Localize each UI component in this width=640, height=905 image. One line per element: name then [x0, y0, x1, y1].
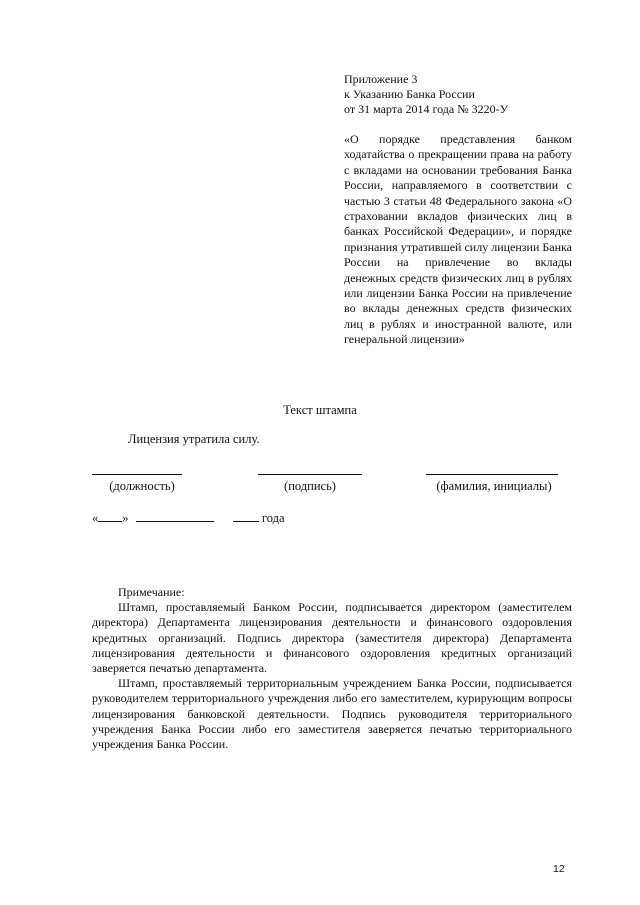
date-quote-close: »	[122, 511, 129, 525]
document-subject: «О порядке представления банком ходатайства о прекращении права на работу с вкладами на основании требования Банка России, направляемого в соответствии с частью 3 статьи 48 Федерального закона «О страховании вкладов физических лиц в банках Российской Федерации», и порядке признания утратившей силу лицензии Банка России на привлечение во вклады денежных средств физических лиц в рублях или лицензии Банка России на привлечение во вклады денежных средств физических лиц в рублях и иностранной валюте, или генеральной лицензии»	[344, 132, 572, 347]
year-word: года	[261, 511, 285, 525]
note-heading: Примечание:	[118, 585, 185, 599]
appendix-title: Приложение 3	[344, 72, 418, 86]
license-lost-text: Лицензия утратила силу.	[128, 432, 260, 446]
appendix-reference: к Указанию Банка России	[344, 87, 475, 101]
month-blank	[136, 510, 214, 522]
page-number: 12	[553, 863, 565, 875]
appendix-date: от 31 марта 2014 года № 3220-У	[344, 102, 509, 116]
year-blank	[233, 510, 259, 522]
signature-label: (подпись)	[284, 479, 336, 493]
day-blank	[98, 510, 122, 522]
position-line	[92, 474, 182, 475]
position-label: (должность)	[109, 479, 175, 493]
note-section	[92, 585, 572, 752]
name-label: (фамилия, инициалы)	[436, 479, 552, 493]
note-paragraph-2: Штамп, проставляемый территориальным учреждением Банка России, подписывается руководителем территориального учреждения либо его заместителем, курирующим вопросы лицензирования банковской деятельности. Подпись руководителя территориального учреждения Банка России либо его заместителя заверяется печатью территориального учреждения Банка России.	[92, 676, 572, 752]
date-quote-open: «	[92, 511, 99, 525]
name-line	[426, 474, 558, 475]
appendix-header	[344, 72, 584, 117]
date-row	[92, 510, 285, 526]
stamp-title: Текст штампа	[283, 403, 357, 417]
signature-line	[258, 474, 362, 475]
note-paragraph-1: Штамп, проставляемый Банком России, подписывается директором (заместителем директора) Департамента лицензирования деятельности и финансового оздоровления кредитных организаций. Подпись директора (заместителя директора) Департамента лицензирования деятельности и финансового оздоровления кредитных организаций заверяется печатью департамента.	[92, 600, 572, 676]
